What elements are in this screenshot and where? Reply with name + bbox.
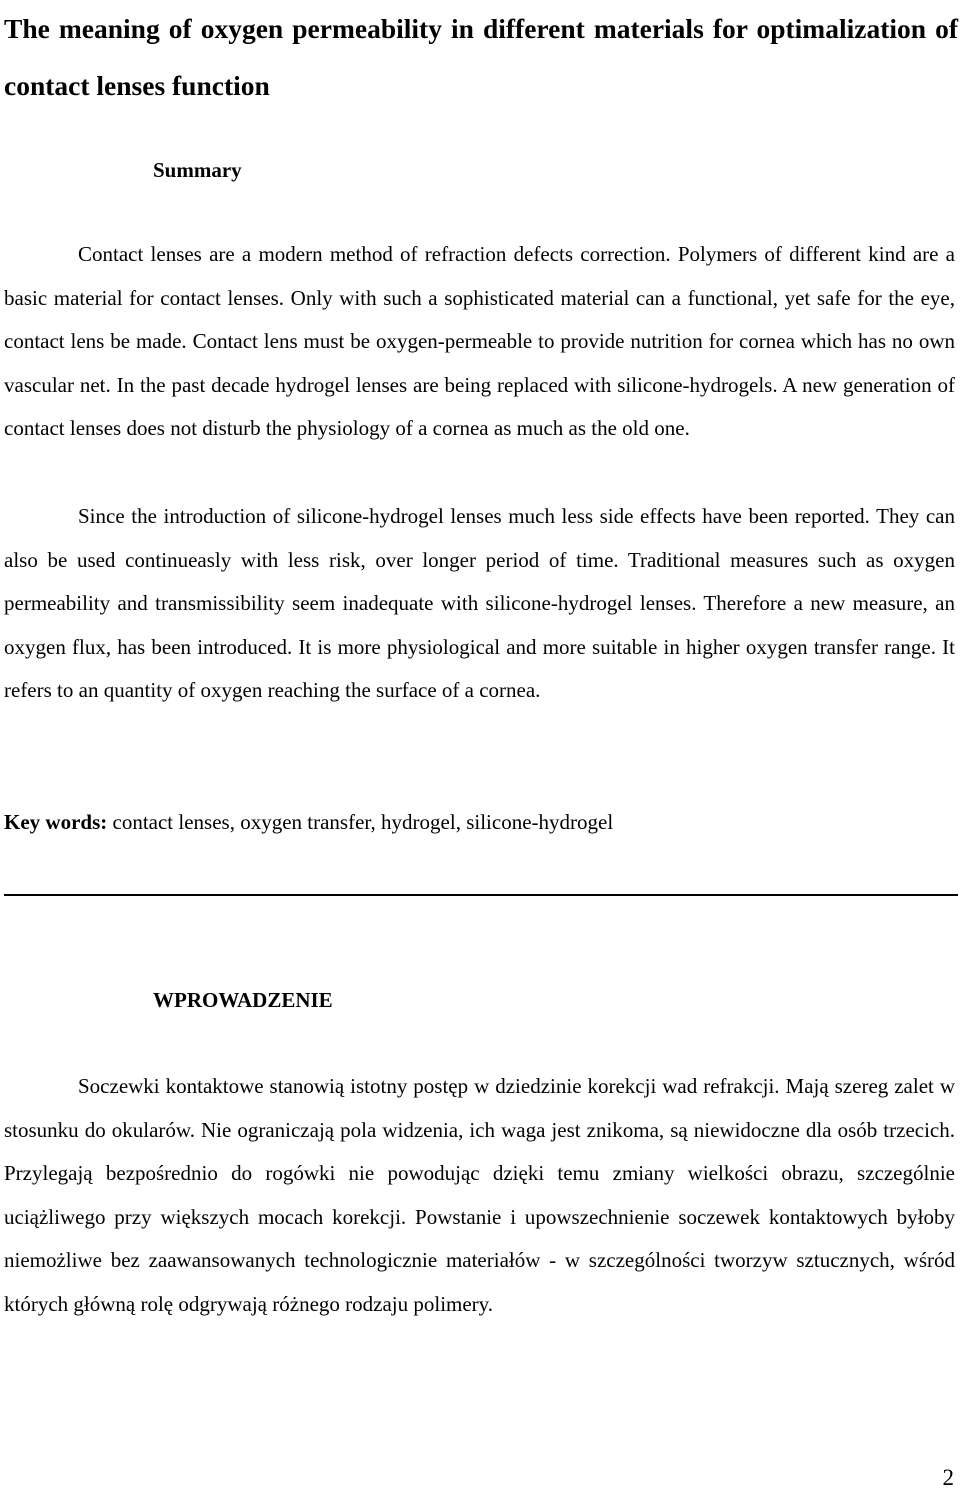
keywords-line xyxy=(4,802,613,842)
document-title: The meaning of oxygen permeability in different materials for optimalization of contact lenses function xyxy=(4,13,958,101)
summary-paragraph-2: Since the introduction of silicone-hydrogel lenses much less side effects have been reported. They can also be used continueasly with less risk, over longer period of time. Traditional measures such as oxygen permeability and transmissibility seem inadequate with silicone-hydrogel lenses. Therefore a new measure, an oxygen flux, has been introduced. It is more physiological and more suitable in higher oxygen transfer range. It refers to an quantity of oxygen reaching the surface of a cornea. xyxy=(4,504,955,702)
introduction-paragraph: Soczewki kontaktowe stanowią istotny postęp w dziedzinie korekcji wad refrakcji. Mają szereg zalet w stosunku do okularów. Nie ograniczają pola widzenia, ich waga jest znikoma, są niewidoczne dla osób trzecich. Przylegają bezpośrednio do rogówki nie powodując dzięki temu zmiany wielkości obrazu, szczególnie uciążliwego przy większych mocach korekcji. Powstanie i upowszechnienie soczewek kontaktowych byłoby niemożliwe bez zaawansowanych technologicznie materiałów - w szczególności tworzyw sztucznych, wśród których główną rolę odgrywają różnego rodzaju polimery. xyxy=(4,1074,955,1316)
page-number: 2 xyxy=(942,1465,954,1490)
introduction-heading: WPROWADZENIE xyxy=(153,988,333,1012)
section-divider xyxy=(4,894,958,896)
summary-heading: Summary xyxy=(153,158,242,182)
summary-paragraph-1: Contact lenses are a modern method of refraction defects correction. Polymers of different kind are a basic material for contact lenses. Only with such a sophisticated material can a functional, yet safe for the eye, contact lens be made. Contact lens must be oxygen-permeable to provide nutrition for cornea which has no own vascular net. In the past decade hydrogel lenses are being replaced with silicone-hydrogels. A new generation of contact lenses does not disturb the physiology of a cornea as much as the old one. xyxy=(4,242,955,440)
keywords-text: contact lenses, oxygen transfer, hydrogel, silicone-hydrogel xyxy=(107,810,614,834)
keywords-label: Key words: xyxy=(4,810,108,834)
